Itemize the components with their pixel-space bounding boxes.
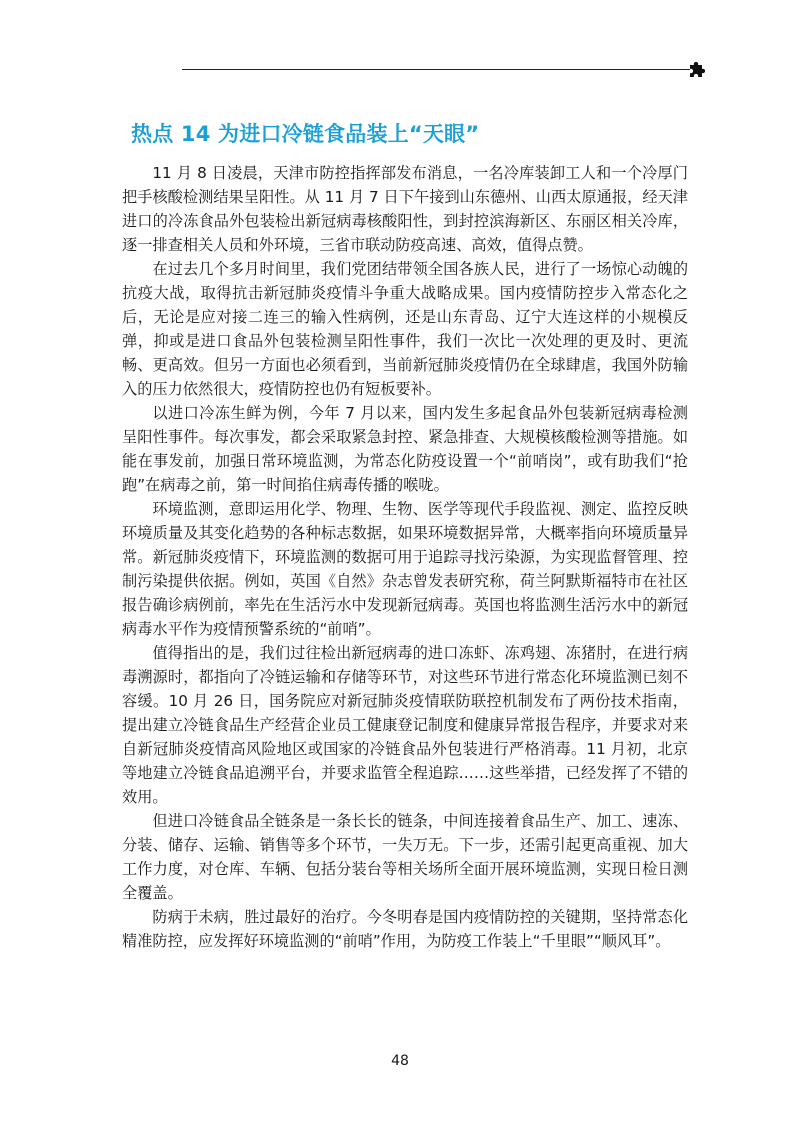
paragraph: 环境监测，意即运用化学、物理、生物、医学等现代手段监视、测定、监控反映环境质量及其变化趋势的各种标志数据，如果环境数据异常，大概率指向环境质量异常。新冠肺炎疫情下，环境监测的数据可用于追踪寻找污染源，为实现监督管理、控制污染提供依据。例如，英国《自然》杂志曾发表研究称，荷兰阿默斯福特市在社区报告确诊病例前，率先在生活污水中发现新冠病毒。英国也将监测生活污水中的新冠病毒水平作为疫情预警系统的“前哨”。 (122, 500, 688, 638)
paragraph: 防病于未病，胜过最好的治疗。今冬明春是国内疫情防控的关键期，坚持常态化精准防控，应发挥好环境监测的“前哨”作用，为防疫工作装上“千里眼”“顺风耳”。 (122, 908, 688, 950)
paragraph: 但进口冷链食品全链条是一条长长的链条，中间连接着食品生产、加工、速冻、分装、储存、运输、销售等多个环节，一失万无。下一步，还需引起更高重视、加大工作力度，对仓库、车辆、包括分装台等相关场所全面开展环境监测，实现日检日测全覆盖。 (122, 812, 688, 902)
paragraph: 以进口冷冻生鲜为例，今年 7 月以来，国内发生多起食品外包装新冠病毒检测呈阳性事件。每次事发，都会采取紧急封控、紧急排查、大规模核酸检测等措施。如能在事发前，加强日常环境监测，为常态化防疫设置一个“前哨岗”，或有助我们“抢跑”在病毒之前，第一时间掐住病毒传播的喉咙。 (122, 404, 688, 494)
paragraph: 值得指出的是，我们过往检出新冠病毒的进口冻虾、冻鸡翅、冻猪肘，在进行病毒溯源时，都指向了冷链运输和存储等环节，对这些环节进行常态化环境监测已刻不容缓。10 月 26 日，国务院应对新冠肺炎疫情联防联控机制发布了两份技术指南，提出建立冷链食品生产经营企业员工健康登记制度和健康异常报告程序，并要求对来自新冠肺炎疫情高风险地区或国家的冷链食品外包装进行严格消毒。11 月初，北京等地建立冷链食品追溯平台，并要求监管全程追踪……这些举措，已经发挥了不错的效用。 (122, 644, 688, 806)
header-rule (182, 69, 690, 70)
puzzle-piece-icon (688, 60, 706, 78)
page-number: 48 (391, 1053, 409, 1069)
article-title: 热点 14 为进口冷链食品装上“天眼” (131, 122, 480, 146)
paragraph: 11 月 8 日凌晨，天津市防控指挥部发布消息，一名冷库装卸工人和一个冷厚门把手核酸检测结果呈阳性。从 11 月 7 日下午接到山东德州、山西太原通报，经天津进口的冷冻食品外包装检出新冠病毒核酸阳性，到封控滨海新区、东丽区相关冷库，逐一排查相关人员和外环境，三省市联动防疫高速、高效，值得点赞。 (122, 164, 688, 254)
article-body (122, 161, 688, 953)
paragraph: 在过去几个多月时间里，我们党团结带领全国各族人民，进行了一场惊心动魄的抗疫大战，取得抗击新冠肺炎疫情斗争重大战略成果。国内疫情防控步入常态化之后，无论是应对接二连三的输入性病例，还是山东青岛、辽宁大连这样的小规模反弹，抑或是进口食品外包装检测呈阳性事件，我们一次比一次处理的更及时、更流畅、更高效。但另一方面也必须看到，当前新冠肺炎疫情仍在全球肆虐，我国外防输入的压力依然很大，疫情防控也仍有短板要补。 (122, 260, 688, 398)
